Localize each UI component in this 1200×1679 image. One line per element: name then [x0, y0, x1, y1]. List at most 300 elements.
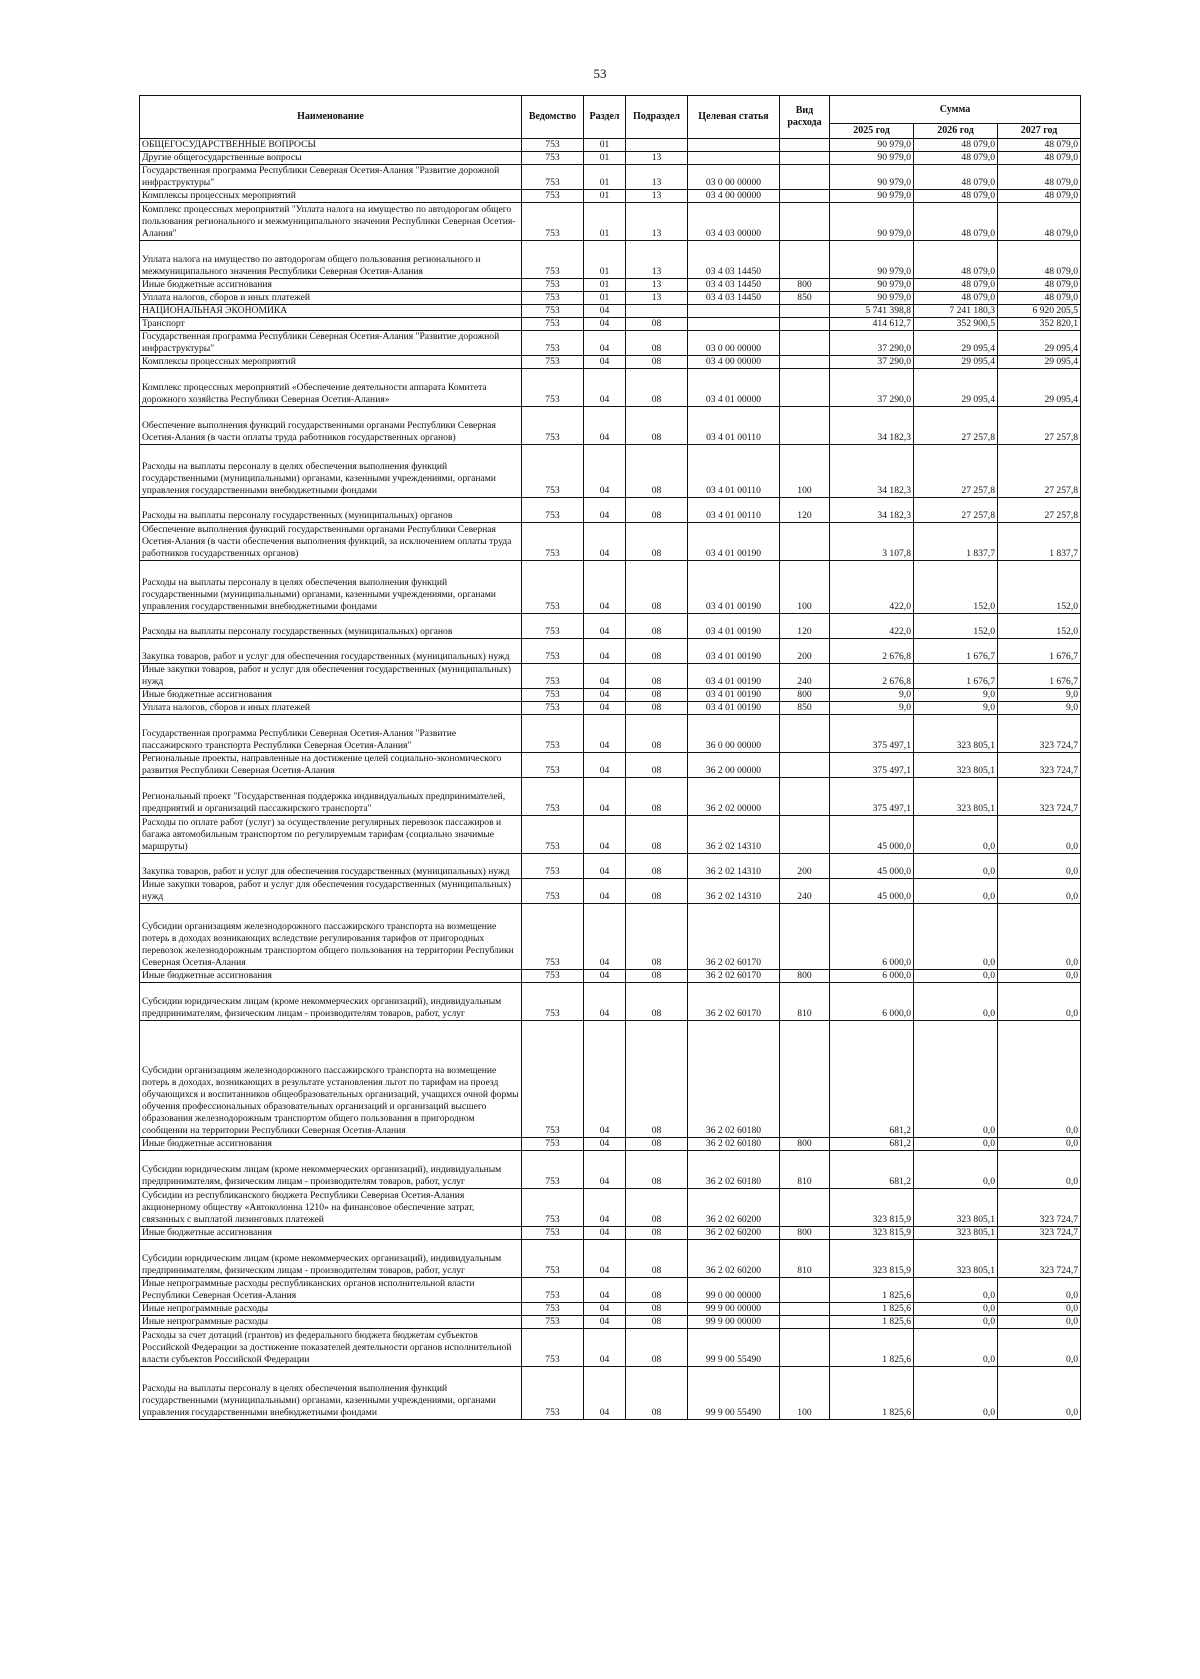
row-razdel: 04 [584, 639, 626, 664]
row-podrazdel: 08 [626, 445, 688, 498]
row-podrazdel: 08 [626, 1367, 688, 1420]
table-row [140, 1316, 1081, 1329]
table-row [140, 523, 1081, 561]
row-vid [780, 753, 830, 778]
row-sum-2025: 422,0 [830, 614, 914, 639]
row-vid [780, 1189, 830, 1227]
row-vid: 240 [780, 664, 830, 689]
row-sum-2026: 0,0 [914, 1138, 998, 1151]
table-row [140, 1278, 1081, 1303]
row-name: Расходы за счет дотаций (грантов) из федерального бюджета бюджетам субъектов Российской Федерации за достижение показателей деятельности органов исполнительной власти субъектов Российской Федерации [140, 1329, 522, 1367]
row-tselevaya [688, 139, 780, 152]
row-sum-2026: 1 676,7 [914, 639, 998, 664]
row-name: Субсидии организациям железнодорожного пассажирского транспорта на возмещение потерь в доходах возникающих вследствие регулирования тарифов от пригородных перевозок железнодорожным транспортом общего пользования на территории Республики Северная Осетия-Алания [140, 904, 522, 970]
row-sum-2027: 352 820,1 [998, 318, 1081, 331]
table-row [140, 279, 1081, 292]
row-razdel: 04 [584, 778, 626, 816]
row-sum-2025: 3 107,8 [830, 523, 914, 561]
row-sum-2025: 34 182,3 [830, 407, 914, 445]
row-tselevaya: 03 4 01 00190 [688, 664, 780, 689]
row-vid: 810 [780, 1151, 830, 1189]
row-name: Субсидии из республиканского бюджета Республики Северная Осетия-Алания акционерному обществу «Автоколонна 1210» на финансовое обеспечение затрат, связанных с выплатой лизинговых платежей [140, 1189, 522, 1227]
row-razdel: 04 [584, 983, 626, 1021]
row-sum-2026: 48 079,0 [914, 241, 998, 279]
row-sum-2025: 37 290,0 [830, 331, 914, 356]
row-tselevaya: 03 4 01 00190 [688, 561, 780, 614]
row-tselevaya: 99 9 00 00000 [688, 1316, 780, 1329]
row-podrazdel: 08 [626, 331, 688, 356]
row-podrazdel: 08 [626, 702, 688, 715]
row-tselevaya: 03 4 01 00110 [688, 498, 780, 523]
col-header-tselevaya: Целевая статья [688, 96, 780, 139]
row-vedomstvo: 753 [522, 1138, 584, 1151]
row-name: Обеспечение выполнения функций государственными органами Республики Северная Осетия-Алания (в части обеспечения выполнения функций, за исключением оплаты труда работников государственных органов) [140, 523, 522, 561]
row-name: Другие общегосударственные вопросы [140, 152, 522, 165]
row-razdel: 01 [584, 203, 626, 241]
table-row [140, 356, 1081, 369]
row-tselevaya: 03 4 01 00190 [688, 639, 780, 664]
row-podrazdel: 08 [626, 1189, 688, 1227]
table-row [140, 1240, 1081, 1278]
row-podrazdel: 08 [626, 1278, 688, 1303]
table-row [140, 970, 1081, 983]
row-vid [780, 1316, 830, 1329]
budget-table [139, 95, 1081, 1420]
row-tselevaya: 03 4 01 00110 [688, 407, 780, 445]
row-vid: 810 [780, 1240, 830, 1278]
table-row [140, 983, 1081, 1021]
row-razdel: 04 [584, 1138, 626, 1151]
row-vid [780, 1021, 830, 1138]
row-vedomstvo: 753 [522, 1329, 584, 1367]
row-razdel: 01 [584, 190, 626, 203]
row-podrazdel: 08 [626, 1240, 688, 1278]
row-vid [780, 1329, 830, 1367]
table-row [140, 1021, 1081, 1138]
row-sum-2025: 2 676,8 [830, 664, 914, 689]
row-sum-2025: 5 741 398,8 [830, 305, 914, 318]
row-vedomstvo: 753 [522, 904, 584, 970]
table-row [140, 689, 1081, 702]
row-razdel: 04 [584, 1303, 626, 1316]
row-razdel: 04 [584, 305, 626, 318]
row-podrazdel: 08 [626, 1316, 688, 1329]
row-sum-2026: 0,0 [914, 1303, 998, 1316]
row-razdel: 04 [584, 1278, 626, 1303]
row-podrazdel: 08 [626, 318, 688, 331]
row-vedomstvo: 753 [522, 241, 584, 279]
table-row [140, 753, 1081, 778]
row-vedomstvo: 753 [522, 970, 584, 983]
row-sum-2025: 45 000,0 [830, 879, 914, 904]
row-name: Иные непрограммные расходы [140, 1303, 522, 1316]
row-tselevaya: 03 4 00 00000 [688, 356, 780, 369]
row-sum-2025: 1 825,6 [830, 1303, 914, 1316]
row-sum-2027: 152,0 [998, 614, 1081, 639]
row-vid: 800 [780, 279, 830, 292]
row-podrazdel: 08 [626, 664, 688, 689]
row-tselevaya: 36 2 02 14310 [688, 879, 780, 904]
row-podrazdel: 13 [626, 279, 688, 292]
row-podrazdel: 08 [626, 1303, 688, 1316]
row-tselevaya: 36 2 02 60180 [688, 1151, 780, 1189]
row-tselevaya [688, 318, 780, 331]
row-tselevaya: 03 0 00 00000 [688, 331, 780, 356]
row-sum-2027: 152,0 [998, 561, 1081, 614]
row-vid: 800 [780, 1138, 830, 1151]
row-tselevaya: 03 4 01 00110 [688, 445, 780, 498]
row-podrazdel: 08 [626, 983, 688, 1021]
row-tselevaya: 36 2 02 14310 [688, 816, 780, 854]
row-podrazdel: 08 [626, 854, 688, 879]
row-razdel: 04 [584, 407, 626, 445]
row-sum-2025: 375 497,1 [830, 715, 914, 753]
row-vedomstvo: 753 [522, 445, 584, 498]
row-razdel: 04 [584, 1021, 626, 1138]
row-sum-2026: 27 257,8 [914, 498, 998, 523]
row-sum-2027: 9,0 [998, 702, 1081, 715]
row-sum-2027: 1 676,7 [998, 664, 1081, 689]
row-sum-2025: 681,2 [830, 1021, 914, 1138]
row-sum-2026: 48 079,0 [914, 139, 998, 152]
row-sum-2027: 1 837,7 [998, 523, 1081, 561]
row-name: Комплексы процессных мероприятий [140, 356, 522, 369]
row-tselevaya: 03 4 03 14450 [688, 279, 780, 292]
row-sum-2026: 0,0 [914, 816, 998, 854]
row-sum-2025: 323 815,9 [830, 1189, 914, 1227]
row-tselevaya: 36 2 02 60180 [688, 1021, 780, 1138]
row-vedomstvo: 753 [522, 407, 584, 445]
row-podrazdel: 08 [626, 753, 688, 778]
row-razdel: 04 [584, 854, 626, 879]
row-name: Иные бюджетные ассигнования [140, 970, 522, 983]
row-razdel: 04 [584, 561, 626, 614]
row-vedomstvo: 753 [522, 983, 584, 1021]
col-header-2027: 2027 год [998, 124, 1081, 139]
row-vid [780, 356, 830, 369]
row-sum-2025: 37 290,0 [830, 356, 914, 369]
row-sum-2025: 681,2 [830, 1138, 914, 1151]
row-sum-2025: 9,0 [830, 702, 914, 715]
row-name: Иные бюджетные ассигнования [140, 1227, 522, 1240]
row-name: Иные бюджетные ассигнования [140, 279, 522, 292]
row-podrazdel: 08 [626, 561, 688, 614]
table-row [140, 904, 1081, 970]
row-vid: 800 [780, 970, 830, 983]
row-razdel: 04 [584, 664, 626, 689]
row-vid: 200 [780, 854, 830, 879]
table-row [140, 639, 1081, 664]
table-row [140, 1367, 1081, 1420]
row-razdel: 04 [584, 816, 626, 854]
row-vedomstvo: 753 [522, 203, 584, 241]
table-row [140, 778, 1081, 816]
row-vedomstvo: 753 [522, 614, 584, 639]
row-sum-2025: 414 612,7 [830, 318, 914, 331]
row-tselevaya: 36 2 02 60170 [688, 904, 780, 970]
row-podrazdel: 08 [626, 689, 688, 702]
row-sum-2027: 48 079,0 [998, 190, 1081, 203]
table-row [140, 715, 1081, 753]
row-vedomstvo: 753 [522, 715, 584, 753]
row-razdel: 04 [584, 1367, 626, 1420]
row-tselevaya: 03 4 03 14450 [688, 292, 780, 305]
row-sum-2027: 48 079,0 [998, 241, 1081, 279]
row-sum-2026: 27 257,8 [914, 445, 998, 498]
row-podrazdel: 08 [626, 639, 688, 664]
row-vedomstvo: 753 [522, 318, 584, 331]
row-name: Региональный проект "Государственная поддержка индивидуальных предпринимателей, предприятий и организаций пассажирского транспорта" [140, 778, 522, 816]
table-row [140, 614, 1081, 639]
table-row [140, 879, 1081, 904]
table-row [140, 816, 1081, 854]
row-sum-2025: 6 000,0 [830, 983, 914, 1021]
row-sum-2025: 1 825,6 [830, 1316, 914, 1329]
row-razdel: 04 [584, 1316, 626, 1329]
row-sum-2027: 27 257,8 [998, 445, 1081, 498]
row-vid [780, 369, 830, 407]
row-vedomstvo: 753 [522, 279, 584, 292]
row-podrazdel: 08 [626, 879, 688, 904]
row-sum-2025: 6 000,0 [830, 904, 914, 970]
row-vedomstvo: 753 [522, 854, 584, 879]
table-row [140, 1151, 1081, 1189]
row-vedomstvo: 753 [522, 1303, 584, 1316]
row-sum-2026: 27 257,8 [914, 407, 998, 445]
row-sum-2025: 90 979,0 [830, 152, 914, 165]
row-sum-2025: 323 815,9 [830, 1227, 914, 1240]
row-razdel: 04 [584, 879, 626, 904]
row-vedomstvo: 753 [522, 1240, 584, 1278]
row-name: Обеспечение выполнения функций государственными органами Республики Северная Осетия-Алания (в части оплаты труда работников государственных органов) [140, 407, 522, 445]
row-tselevaya: 99 0 00 00000 [688, 1278, 780, 1303]
row-name: Субсидии юридическим лицам (кроме некоммерческих организаций), индивидуальным предпринимателям, физическим лицам - производителям товаров, работ, услуг [140, 1151, 522, 1189]
row-sum-2027: 0,0 [998, 1278, 1081, 1303]
row-sum-2026: 0,0 [914, 1329, 998, 1367]
table-row [140, 445, 1081, 498]
row-podrazdel: 08 [626, 1151, 688, 1189]
row-name: Субсидии юридическим лицам (кроме некоммерческих организаций), индивидуальным предпринимателям, физическим лицам - производителям товаров, работ, услуг [140, 983, 522, 1021]
row-sum-2026: 323 805,1 [914, 778, 998, 816]
row-sum-2026: 323 805,1 [914, 753, 998, 778]
row-tselevaya: 99 9 00 55490 [688, 1367, 780, 1420]
row-tselevaya: 36 2 00 00000 [688, 753, 780, 778]
row-sum-2025: 2 676,8 [830, 639, 914, 664]
row-razdel: 01 [584, 152, 626, 165]
row-name: Расходы на выплаты персоналу в целях обеспечения выполнения функций государственными (муниципальными) органами, казенными учреждениями, органами управления государственными внебюджетными фондами [140, 445, 522, 498]
row-vid [780, 778, 830, 816]
row-sum-2027: 48 079,0 [998, 152, 1081, 165]
row-sum-2027: 29 095,4 [998, 369, 1081, 407]
table-row [140, 369, 1081, 407]
row-vedomstvo: 753 [522, 1151, 584, 1189]
row-name: Государственная программа Республики Северная Осетия-Алания "Развитие пассажирского транспорта Республики Северная Осетия-Алания" [140, 715, 522, 753]
table-body [140, 139, 1081, 1420]
row-vid [780, 190, 830, 203]
row-vid: 810 [780, 983, 830, 1021]
row-tselevaya: 03 4 01 00190 [688, 614, 780, 639]
row-razdel: 04 [584, 689, 626, 702]
row-sum-2026: 323 805,1 [914, 715, 998, 753]
row-vedomstvo: 753 [522, 523, 584, 561]
row-tselevaya: 36 2 02 60200 [688, 1227, 780, 1240]
table-row [140, 1227, 1081, 1240]
row-tselevaya: 36 2 02 60200 [688, 1189, 780, 1227]
row-tselevaya: 03 0 00 00000 [688, 165, 780, 190]
row-sum-2026: 352 900,5 [914, 318, 998, 331]
row-tselevaya: 36 0 00 00000 [688, 715, 780, 753]
row-tselevaya: 36 2 02 60200 [688, 1240, 780, 1278]
row-name: Иные бюджетные ассигнования [140, 1138, 522, 1151]
row-razdel: 04 [584, 702, 626, 715]
row-sum-2025: 90 979,0 [830, 241, 914, 279]
row-tselevaya: 36 2 02 60170 [688, 970, 780, 983]
row-tselevaya: 03 4 01 00000 [688, 369, 780, 407]
row-sum-2027: 1 676,7 [998, 639, 1081, 664]
row-vid: 100 [780, 445, 830, 498]
row-razdel: 04 [584, 318, 626, 331]
row-sum-2027: 6 920 205,5 [998, 305, 1081, 318]
row-name: Субсидии организациям железнодорожного пассажирского транспорта на возмещение потерь в доходах, возникающих в результате установления льгот по тарифам на проезд обучающихся и воспитанников общеобразовательных организаций, учащихся очной формы обучения профессиональных образовательных организаций и организаций высшего образования железнодорожным транспортом общего пользования в пригородном сообщении на территории Республики Северная Осетия-Алания [140, 1021, 522, 1138]
row-sum-2027: 0,0 [998, 1303, 1081, 1316]
row-vid [780, 152, 830, 165]
table-row [140, 1329, 1081, 1367]
row-sum-2027: 9,0 [998, 689, 1081, 702]
row-sum-2027: 48 079,0 [998, 165, 1081, 190]
row-sum-2026: 0,0 [914, 1021, 998, 1138]
row-razdel: 01 [584, 139, 626, 152]
row-name: Уплата налога на имущество по автодорогам общего пользования регионального и межмуниципального значения Республики Северная Осетия-Алания [140, 241, 522, 279]
row-name: Субсидии юридическим лицам (кроме некоммерческих организаций), индивидуальным предпринимателям, физическим лицам - производителям товаров, работ, услуг [140, 1240, 522, 1278]
row-sum-2027: 0,0 [998, 1138, 1081, 1151]
row-sum-2026: 323 805,1 [914, 1227, 998, 1240]
row-razdel: 04 [584, 904, 626, 970]
row-tselevaya: 03 4 03 14450 [688, 241, 780, 279]
row-sum-2027: 0,0 [998, 1151, 1081, 1189]
row-vid [780, 715, 830, 753]
row-sum-2027: 48 079,0 [998, 292, 1081, 305]
row-sum-2027: 0,0 [998, 879, 1081, 904]
row-vid: 200 [780, 639, 830, 664]
row-sum-2026: 0,0 [914, 854, 998, 879]
row-vid [780, 407, 830, 445]
row-sum-2025: 681,2 [830, 1151, 914, 1189]
row-sum-2026: 0,0 [914, 1278, 998, 1303]
row-vedomstvo: 753 [522, 498, 584, 523]
row-sum-2026: 1 676,7 [914, 664, 998, 689]
row-sum-2027: 323 724,7 [998, 1227, 1081, 1240]
row-vid [780, 139, 830, 152]
row-sum-2025: 1 825,6 [830, 1367, 914, 1420]
row-vedomstvo: 753 [522, 165, 584, 190]
table-row [140, 305, 1081, 318]
row-name: Региональные проекты, направленные на достижение целей социально-экономического развития Республики Северная Осетия-Алания [140, 753, 522, 778]
row-razdel: 04 [584, 1329, 626, 1367]
col-header-razdel: Раздел [584, 96, 626, 139]
row-sum-2026: 48 079,0 [914, 165, 998, 190]
row-sum-2026: 0,0 [914, 1151, 998, 1189]
table-row [140, 1303, 1081, 1316]
row-razdel: 04 [584, 715, 626, 753]
row-podrazdel: 08 [626, 498, 688, 523]
table-row [140, 1189, 1081, 1227]
row-vedomstvo: 753 [522, 190, 584, 203]
row-vid [780, 305, 830, 318]
row-tselevaya: 03 4 00 00000 [688, 190, 780, 203]
row-podrazdel: 08 [626, 778, 688, 816]
row-vedomstvo: 753 [522, 356, 584, 369]
row-sum-2025: 45 000,0 [830, 816, 914, 854]
row-sum-2025: 90 979,0 [830, 279, 914, 292]
col-header-summa: Сумма [830, 96, 1081, 124]
row-name: Комплекс процессных мероприятий «Обеспечение деятельности аппарата Комитета дорожного хозяйства Республики Северная Осетия-Алания» [140, 369, 522, 407]
row-sum-2027: 27 257,8 [998, 498, 1081, 523]
row-name: Иные закупки товаров, работ и услуг для обеспечения государственных (муниципальных) нужд [140, 879, 522, 904]
row-tselevaya: 03 4 03 00000 [688, 203, 780, 241]
row-razdel: 04 [584, 445, 626, 498]
row-vedomstvo: 753 [522, 305, 584, 318]
row-podrazdel: 08 [626, 1138, 688, 1151]
row-vedomstvo: 753 [522, 1227, 584, 1240]
row-vedomstvo: 753 [522, 1189, 584, 1227]
table-row [140, 561, 1081, 614]
row-vedomstvo: 753 [522, 778, 584, 816]
row-sum-2025: 375 497,1 [830, 753, 914, 778]
row-name: Закупка товаров, работ и услуг для обеспечения государственных (муниципальных) нужд [140, 639, 522, 664]
row-name: Государственная программа Республики Северная Осетия-Алания "Развитие дорожной инфраструктуры" [140, 165, 522, 190]
row-podrazdel: 13 [626, 190, 688, 203]
col-header-2026: 2026 год [914, 124, 998, 139]
row-sum-2027: 0,0 [998, 854, 1081, 879]
row-name: Комплекс процессных мероприятий "Уплата налога на имущество по автодорогам общего пользования регионального и межмуниципального значения Республики Северная Осетия-Алания" [140, 203, 522, 241]
row-razdel: 04 [584, 498, 626, 523]
row-tselevaya [688, 305, 780, 318]
row-sum-2027: 0,0 [998, 983, 1081, 1021]
row-podrazdel: 08 [626, 614, 688, 639]
row-name: Иные непрограммные расходы республиканских органов исполнительной власти Республики Северная Осетия-Алания [140, 1278, 522, 1303]
table-row [140, 331, 1081, 356]
row-vedomstvo: 753 [522, 639, 584, 664]
row-podrazdel [626, 139, 688, 152]
row-sum-2025: 37 290,0 [830, 369, 914, 407]
row-sum-2026: 7 241 180,3 [914, 305, 998, 318]
table-row [140, 702, 1081, 715]
table-row [140, 318, 1081, 331]
row-razdel: 01 [584, 292, 626, 305]
row-name: Транспорт [140, 318, 522, 331]
row-razdel: 04 [584, 369, 626, 407]
table-row [140, 407, 1081, 445]
row-sum-2025: 90 979,0 [830, 139, 914, 152]
row-sum-2026: 9,0 [914, 702, 998, 715]
col-header-vedomstvo: Ведомство [522, 96, 584, 139]
row-tselevaya: 99 9 00 00000 [688, 1303, 780, 1316]
row-name: Иные бюджетные ассигнования [140, 689, 522, 702]
row-vedomstvo: 753 [522, 292, 584, 305]
row-vedomstvo: 753 [522, 702, 584, 715]
row-name: Расходы на выплаты персоналу в целях обеспечения выполнения функций государственными (муниципальными) органами, казенными учреждениями, органами управления государственными внебюджетными фондами [140, 561, 522, 614]
row-vid: 240 [780, 879, 830, 904]
row-razdel: 04 [584, 523, 626, 561]
row-podrazdel: 08 [626, 1021, 688, 1138]
row-sum-2025: 90 979,0 [830, 292, 914, 305]
row-vid: 850 [780, 292, 830, 305]
row-sum-2027: 0,0 [998, 1329, 1081, 1367]
row-sum-2026: 48 079,0 [914, 203, 998, 241]
row-name: Комплексы процессных мероприятий [140, 190, 522, 203]
row-tselevaya: 36 2 02 14310 [688, 854, 780, 879]
col-header-name: Наименование [140, 96, 522, 139]
